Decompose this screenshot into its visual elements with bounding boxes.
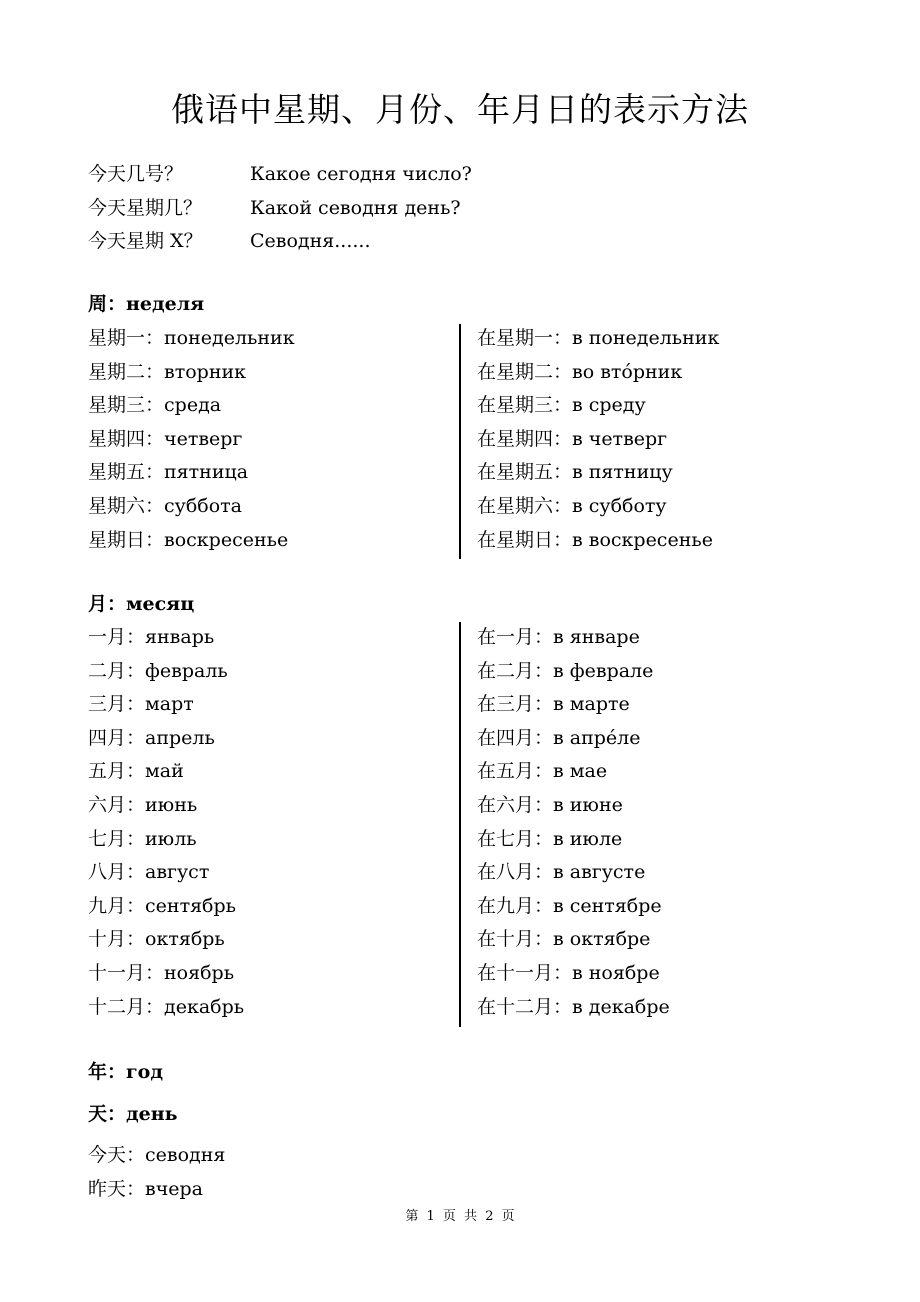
year-heading-ru: год xyxy=(126,1061,163,1083)
list-item xyxy=(88,423,295,457)
item-ru: в понедельник xyxy=(572,327,720,349)
item-ru: декабрь xyxy=(164,995,245,1018)
list-item xyxy=(88,856,244,890)
month-prepositional-list xyxy=(477,621,670,1024)
question-row xyxy=(88,158,472,192)
item-ru: в пятницу xyxy=(572,461,673,484)
item-ru: во вто́рник xyxy=(572,360,683,383)
item-ru: вчера xyxy=(145,1177,204,1200)
item-zh: 十一月： xyxy=(88,961,165,984)
list-item xyxy=(88,655,244,689)
item-ru: в апре́ле xyxy=(553,726,641,749)
item-zh: 在四月： xyxy=(477,726,554,749)
item-ru: воскресенье xyxy=(164,528,289,551)
item-zh: 在二月： xyxy=(477,659,554,682)
item-ru: в июле xyxy=(553,827,623,850)
list-item xyxy=(88,524,295,558)
day-heading-ru: день xyxy=(126,1103,178,1125)
item-ru: в октябре xyxy=(553,928,651,951)
list-item xyxy=(88,322,295,356)
item-zh: 在八月： xyxy=(477,861,554,884)
page-footer: 第 1 页 共 2 页 xyxy=(405,1209,515,1224)
item-ru: сентябрь xyxy=(145,894,237,917)
question-row xyxy=(88,225,472,259)
list-item xyxy=(88,890,244,924)
question-zh: 今天星期 X？ xyxy=(88,230,203,252)
item-zh: 在十一月： xyxy=(477,961,573,984)
item-zh: 三月： xyxy=(88,693,146,716)
column-divider xyxy=(459,324,461,559)
month-list xyxy=(88,621,244,1024)
list-item xyxy=(88,456,295,490)
list-item xyxy=(477,524,719,558)
item-ru: август xyxy=(145,861,210,884)
list-item xyxy=(88,991,244,1025)
list-item xyxy=(477,456,719,490)
list-item xyxy=(477,655,670,689)
list-item xyxy=(477,991,670,1025)
list-item xyxy=(477,722,670,756)
weekday-prepositional-list xyxy=(477,322,719,557)
list-item xyxy=(477,890,670,924)
column-divider xyxy=(459,622,461,1027)
item-zh: 星期一： xyxy=(88,327,165,349)
list-item xyxy=(477,389,719,423)
item-ru: ноябрь xyxy=(164,961,235,984)
week-heading xyxy=(88,290,204,318)
item-ru: в среду xyxy=(572,394,646,417)
item-zh: 星期五： xyxy=(88,461,165,484)
list-item xyxy=(88,621,244,655)
item-ru: в сентябре xyxy=(553,894,662,917)
item-ru: понедельник xyxy=(164,327,295,349)
item-zh: 二月： xyxy=(88,659,146,682)
month-heading-ru: месяц xyxy=(126,593,195,615)
item-zh: 在九月： xyxy=(477,894,554,917)
item-ru: февраль xyxy=(145,659,228,682)
question-ru: Какое сегодня число? xyxy=(250,163,472,185)
item-zh: 在七月： xyxy=(477,827,554,850)
month-heading-zh: 月： xyxy=(88,593,127,615)
item-zh: 在星期三： xyxy=(477,394,573,417)
item-ru: пятница xyxy=(164,461,249,484)
item-ru: январь xyxy=(145,626,215,648)
weekday-list xyxy=(88,322,295,557)
list-item xyxy=(88,356,295,390)
item-ru: среда xyxy=(164,394,222,417)
item-zh: 在星期四： xyxy=(477,427,573,450)
item-zh: 十月： xyxy=(88,928,146,951)
item-ru: суббота xyxy=(164,494,242,517)
list-item xyxy=(88,755,244,789)
item-ru: в четверг xyxy=(572,427,668,450)
item-ru: июнь xyxy=(145,793,198,816)
year-heading xyxy=(88,1058,163,1086)
item-ru: в феврале xyxy=(553,659,654,682)
item-zh: 在十月： xyxy=(477,928,554,951)
item-zh: 五月： xyxy=(88,760,146,783)
item-ru: в августе xyxy=(553,861,646,884)
item-ru: июль xyxy=(145,827,197,850)
list-item xyxy=(477,423,719,457)
item-ru: в субботу xyxy=(572,494,667,517)
item-zh: 八月： xyxy=(88,861,146,884)
list-item xyxy=(88,1173,225,1207)
item-zh: 在五月： xyxy=(477,760,554,783)
page-title: 俄语中星期、月份、年月日的表示方法 xyxy=(171,90,749,129)
list-item xyxy=(477,957,670,991)
item-zh: 七月： xyxy=(88,827,146,850)
item-zh: 在星期五： xyxy=(477,461,573,484)
list-item xyxy=(477,923,670,957)
year-heading-zh: 年： xyxy=(88,1061,127,1083)
item-ru: в июне xyxy=(553,793,623,816)
item-ru: октябрь xyxy=(145,928,225,951)
item-zh: 在三月： xyxy=(477,693,554,716)
item-ru: май xyxy=(145,760,184,783)
item-zh: 星期四： xyxy=(88,427,165,450)
item-ru: в декабре xyxy=(572,995,670,1018)
item-zh: 在十二月： xyxy=(477,995,573,1018)
item-ru: в январе xyxy=(553,626,640,648)
list-item xyxy=(88,823,244,857)
item-zh: 星期二： xyxy=(88,360,165,383)
item-ru: в воскресенье xyxy=(572,528,713,551)
item-zh: 一月： xyxy=(88,626,146,648)
item-zh: 昨天： xyxy=(88,1177,146,1200)
item-ru: четверг xyxy=(164,427,243,450)
item-zh: 星期三： xyxy=(88,394,165,417)
item-zh: 六月： xyxy=(88,793,146,816)
list-item xyxy=(477,322,719,356)
item-ru: в мае xyxy=(553,760,608,783)
list-item xyxy=(477,755,670,789)
question-zh: 今天星期几？ xyxy=(88,196,203,219)
item-ru: в марте xyxy=(553,693,630,716)
item-zh: 在星期一： xyxy=(477,327,573,349)
item-zh: 四月： xyxy=(88,726,146,749)
question-zh: 今天几号？ xyxy=(88,163,184,185)
list-item xyxy=(88,389,295,423)
item-zh: 在一月： xyxy=(477,626,554,648)
question-ru: Какой севодня день? xyxy=(250,196,461,219)
item-zh: 在六月： xyxy=(477,793,554,816)
item-ru: март xyxy=(145,693,194,716)
list-item xyxy=(88,722,244,756)
item-ru: в ноябре xyxy=(572,961,660,984)
item-zh: 在星期二： xyxy=(477,360,573,383)
item-zh: 十二月： xyxy=(88,995,165,1018)
list-item xyxy=(88,789,244,823)
question-row xyxy=(88,192,472,226)
list-item xyxy=(477,688,670,722)
month-heading xyxy=(88,590,194,618)
week-heading-ru: неделя xyxy=(126,293,205,315)
item-ru: вторник xyxy=(164,360,247,383)
day-list xyxy=(88,1139,225,1206)
item-ru: севодня xyxy=(145,1144,226,1166)
list-item xyxy=(477,490,719,524)
list-item xyxy=(477,621,670,655)
list-item xyxy=(88,957,244,991)
question-ru: Севодня...... xyxy=(250,230,371,252)
week-heading-zh: 周： xyxy=(88,293,127,315)
item-zh: 在星期六： xyxy=(477,494,573,517)
list-item xyxy=(88,923,244,957)
item-zh: 星期日： xyxy=(88,528,165,551)
day-heading xyxy=(88,1100,178,1128)
list-item xyxy=(477,823,670,857)
list-item xyxy=(88,688,244,722)
list-item xyxy=(477,356,719,390)
item-zh: 九月： xyxy=(88,894,146,917)
question-list xyxy=(88,158,472,259)
day-heading-zh: 天： xyxy=(88,1103,127,1125)
item-zh: 在星期日： xyxy=(477,528,573,551)
list-item xyxy=(88,490,295,524)
item-ru: апрель xyxy=(145,726,215,749)
item-zh: 星期六： xyxy=(88,494,165,517)
list-item xyxy=(477,789,670,823)
list-item xyxy=(88,1139,225,1173)
list-item xyxy=(477,856,670,890)
item-zh: 今天： xyxy=(88,1144,146,1166)
